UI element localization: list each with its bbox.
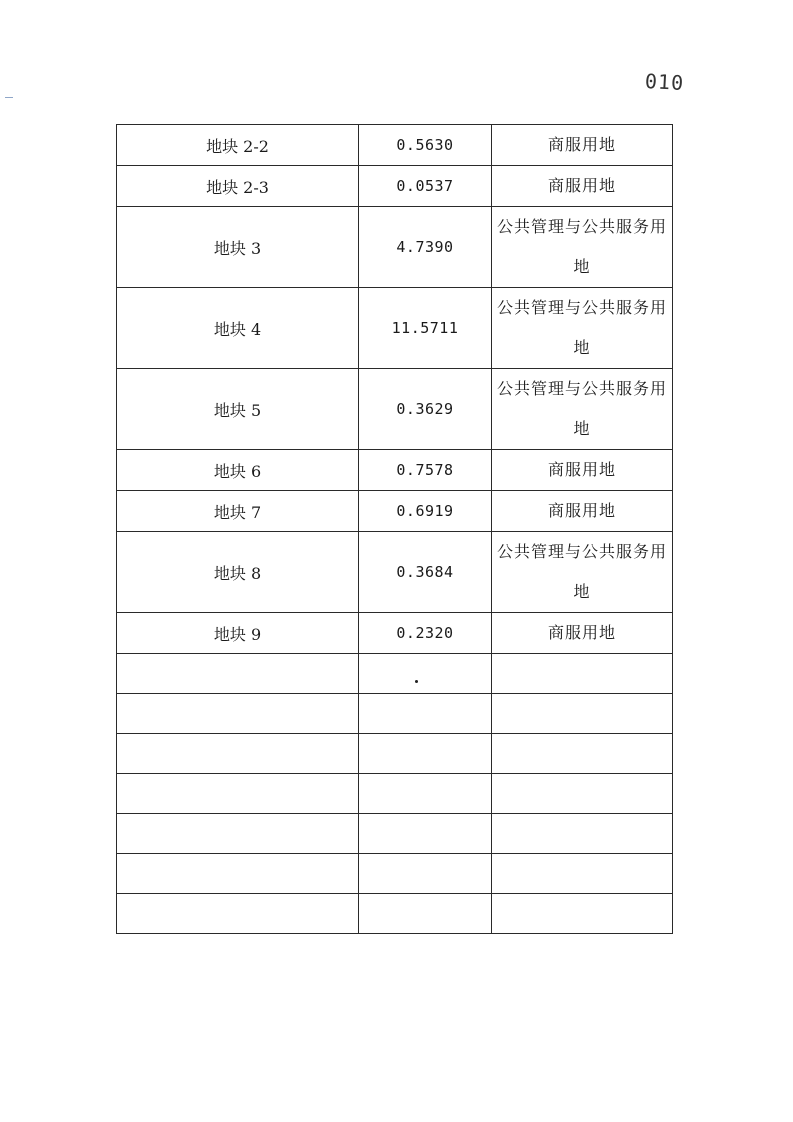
parcel-use-cell: 商服用地 xyxy=(492,450,673,491)
table-row xyxy=(117,532,673,613)
parcel-name-cell: 地块 4 xyxy=(117,288,359,369)
parcel-name-cell: 地块 9 xyxy=(117,613,359,654)
land-parcel-table xyxy=(116,124,673,934)
table-row xyxy=(117,450,673,491)
parcel-use-cell: 公共管理与公共服务用地 xyxy=(492,369,673,450)
empty-table-row xyxy=(117,734,673,774)
parcel-area-cell: 11.5711 xyxy=(359,288,492,369)
empty-cell xyxy=(359,814,492,854)
parcel-name-cell: 地块 7 xyxy=(117,491,359,532)
parcel-use-cell: 商服用地 xyxy=(492,491,673,532)
table-row xyxy=(117,613,673,654)
parcel-use-cell: 商服用地 xyxy=(492,166,673,207)
table-row xyxy=(117,166,673,207)
parcel-use-cell: 商服用地 xyxy=(492,613,673,654)
empty-cell xyxy=(117,854,359,894)
parcel-name-cell: 地块 5 xyxy=(117,369,359,450)
empty-cell xyxy=(359,694,492,734)
land-parcel-table-body xyxy=(117,125,673,934)
empty-table-row xyxy=(117,854,673,894)
empty-table-row xyxy=(117,654,673,694)
parcel-area-cell: 0.2320 xyxy=(359,613,492,654)
stray-dot xyxy=(415,680,418,683)
empty-cell xyxy=(492,694,673,734)
table-row xyxy=(117,491,673,532)
parcel-area-cell: 0.0537 xyxy=(359,166,492,207)
empty-cell xyxy=(492,654,673,694)
empty-table-row xyxy=(117,774,673,814)
empty-cell xyxy=(117,694,359,734)
parcel-area-cell: 0.3629 xyxy=(359,369,492,450)
table-row xyxy=(117,369,673,450)
empty-table-row xyxy=(117,694,673,734)
empty-cell xyxy=(492,734,673,774)
empty-table-row xyxy=(117,894,673,934)
parcel-area-cell: 4.7390 xyxy=(359,207,492,288)
empty-table-row xyxy=(117,814,673,854)
table-row xyxy=(117,207,673,288)
empty-cell xyxy=(492,854,673,894)
table-row xyxy=(117,288,673,369)
parcel-name-cell: 地块 3 xyxy=(117,207,359,288)
margin-mark xyxy=(5,97,13,98)
parcel-use-cell: 商服用地 xyxy=(492,125,673,166)
parcel-name-cell: 地块 2-3 xyxy=(117,166,359,207)
empty-cell xyxy=(359,854,492,894)
parcel-use-cell: 公共管理与公共服务用地 xyxy=(492,207,673,288)
empty-cell xyxy=(492,894,673,934)
parcel-name-cell: 地块 2-2 xyxy=(117,125,359,166)
empty-cell xyxy=(492,774,673,814)
parcel-use-cell: 公共管理与公共服务用地 xyxy=(492,532,673,613)
empty-cell xyxy=(492,814,673,854)
page-number: 010 xyxy=(644,68,685,96)
parcel-name-cell: 地块 8 xyxy=(117,532,359,613)
empty-cell xyxy=(359,894,492,934)
parcel-area-cell: 0.6919 xyxy=(359,491,492,532)
empty-cell xyxy=(117,814,359,854)
empty-cell xyxy=(117,734,359,774)
parcel-area-cell: 0.5630 xyxy=(359,125,492,166)
parcel-area-cell: 0.7578 xyxy=(359,450,492,491)
empty-cell xyxy=(359,654,492,694)
parcel-use-cell: 公共管理与公共服务用地 xyxy=(492,288,673,369)
parcel-area-cell: 0.3684 xyxy=(359,532,492,613)
empty-cell xyxy=(117,654,359,694)
empty-cell xyxy=(359,774,492,814)
empty-cell xyxy=(117,774,359,814)
empty-cell xyxy=(359,734,492,774)
empty-cell xyxy=(117,894,359,934)
table-row xyxy=(117,125,673,166)
parcel-name-cell: 地块 6 xyxy=(117,450,359,491)
